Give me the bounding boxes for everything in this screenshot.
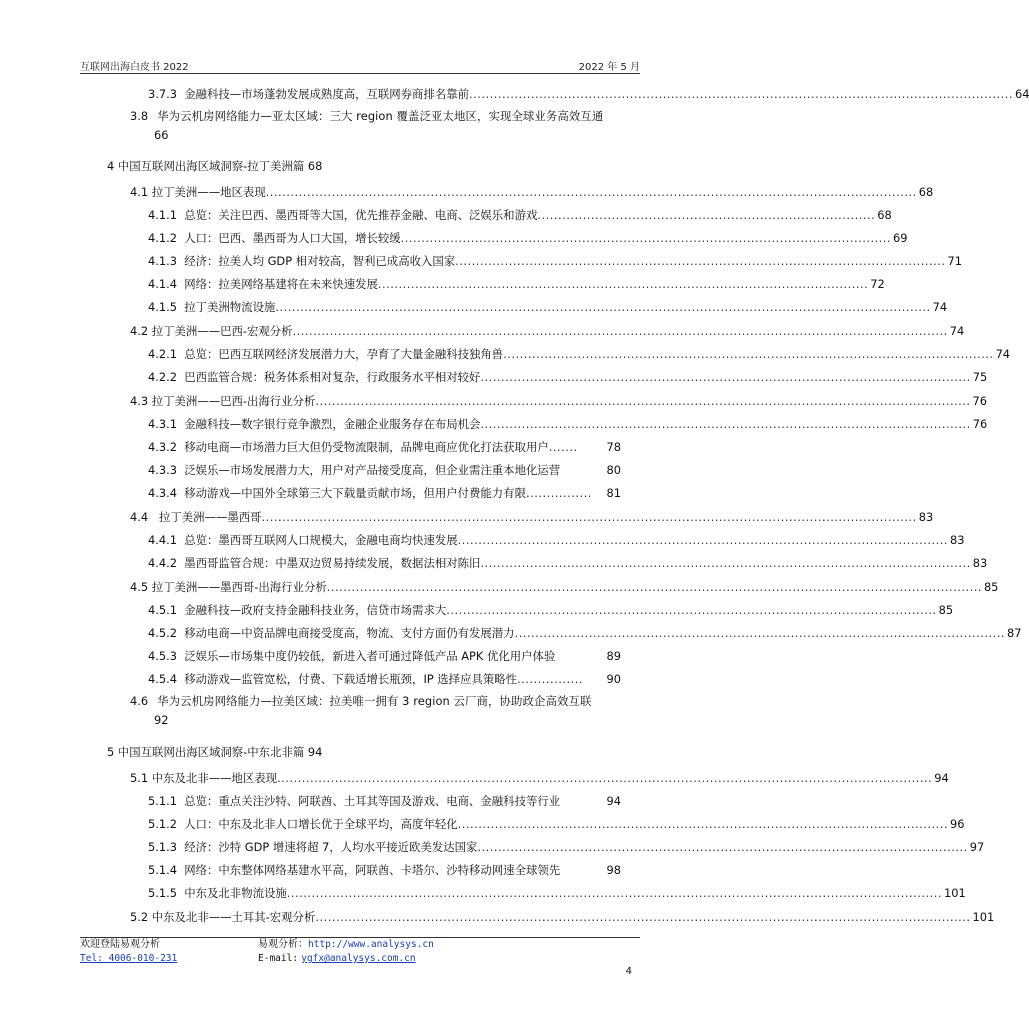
toc-number: 4.1.3 (148, 254, 177, 268)
toc-page: 68 (307, 159, 323, 173)
toc-number: 5.1 (130, 771, 149, 785)
toc-page: 98 (606, 863, 621, 877)
toc-leader: ................ (525, 486, 592, 500)
footer-right (258, 938, 434, 966)
toc-number: 4.3.1 (148, 417, 177, 431)
toc-leader: ............................................................................................................................................................... (286, 886, 942, 900)
toc-title: 总览：关注巴西、墨西哥等大国，优先推荐金融、电商、泛娱乐和游戏 (184, 208, 538, 222)
toc-page: 85 (983, 580, 999, 594)
toc-number: 4.6 (130, 694, 149, 708)
header-divider (80, 73, 640, 74)
toc-number: 4.2.1 (148, 347, 177, 361)
toc-number: 5 (107, 745, 115, 759)
toc-number: 4.5.1 (148, 603, 177, 617)
toc-entry[interactable] (148, 671, 621, 687)
toc-entry[interactable] (130, 909, 995, 925)
toc-number: 4.1.1 (148, 208, 177, 222)
footer-email-label: E-mail: (258, 953, 299, 964)
toc-page: 87 (1006, 626, 1022, 640)
toc-entry[interactable] (148, 885, 966, 901)
toc-title: 中国互联网出海区域洞察-拉丁美洲篇 (117, 159, 305, 173)
toc-title: 华为云机房网络能力—亚太区域：三大 region 覆盖泛亚太地区，实现全球业务高效互通 (157, 109, 604, 123)
toc-leader: ............................................................................................................................................................... (315, 910, 971, 924)
toc-title: 人口：中东及北非人口增长优于全球平均，高度年轻化 (184, 817, 458, 831)
toc-leader: ....................................................................................................................... (455, 254, 946, 268)
toc-leader: ....................................................................................................................... (480, 556, 971, 570)
toc-title: 网络：中东整体网络基建水平高，阿联酋、卡塔尔、沙特移动网速全球领先 (184, 863, 561, 877)
toc-entry[interactable] (148, 369, 988, 385)
toc-number: 4.5.3 (148, 649, 177, 663)
toc-entry[interactable] (148, 276, 885, 292)
footer-site-label: 易观分析： (258, 939, 308, 950)
toc-page: 94 (307, 745, 323, 759)
toc-leader: .................................................................................. (537, 208, 876, 222)
toc-page: 101 (943, 886, 966, 900)
toc-page: 94 (934, 771, 949, 785)
toc-page: 74 (995, 347, 1011, 361)
toc-title: 中国互联网出海区域洞察-中东北非篇 (117, 745, 305, 759)
toc-title: 网络：拉美网络基建将在未来快速发展 (184, 277, 378, 291)
toc-page: 69 (893, 231, 908, 245)
toc-page: 90 (606, 672, 621, 686)
toc-leader: ....................................................................................................................... (400, 231, 892, 245)
toc-entry[interactable] (148, 625, 1022, 641)
toc-number: 4.1.5 (148, 300, 177, 314)
toc-number: 4.2 (130, 324, 149, 338)
toc-chapter[interactable] (107, 158, 322, 174)
toc-entry[interactable] (148, 816, 965, 832)
toc-page: 74 (932, 300, 948, 314)
toc-leader: ....................................................................................................................... (477, 840, 968, 854)
toc-number: 4.3.4 (148, 486, 177, 500)
toc-page: 80 (606, 463, 621, 477)
toc-leader: ....................................................................................................................... (446, 603, 937, 617)
toc-leader: ....................................................................................................................... (503, 347, 994, 361)
toc-number: 5.1.3 (148, 840, 177, 854)
toc-page: 76 (972, 394, 988, 408)
toc-leader: ....................................................................................................................... (480, 370, 971, 384)
toc-page: 101 (972, 910, 995, 924)
toc-entry[interactable] (130, 184, 934, 200)
toc-page: 76 (972, 417, 988, 431)
toc-entry[interactable] (130, 509, 934, 525)
toc-entry[interactable] (130, 692, 630, 730)
toc-entry[interactable] (148, 862, 621, 878)
toc-entry[interactable] (148, 839, 985, 855)
toc-title: 总览：墨西哥互联网人口规模大，金融电商均快速发展 (184, 533, 458, 547)
toc-title: 墨西哥监管合规：中墨双边贸易持续发展，数据法相对陈旧 (184, 556, 481, 570)
toc-title: 金融科技—数字银行竞争激烈，金融企业服务存在布局机会 (184, 417, 481, 431)
toc-entry[interactable] (130, 579, 999, 595)
toc-page: 83 (950, 533, 965, 547)
toc-entry[interactable] (148, 462, 621, 478)
toc-page: 83 (972, 556, 988, 570)
toc-number: 5.2 (130, 910, 149, 924)
toc-title: 拉丁美洲——墨西哥 (159, 510, 262, 524)
toc-title: 经济：拉美人均 GDP 相对较高，智利已成高收入国家 (184, 254, 456, 268)
toc-leader: ............................................................................................................................................................... (315, 394, 971, 408)
footer-phone-link[interactable]: Tel: 4006-010-231 (80, 953, 178, 964)
toc-entry[interactable] (148, 346, 1011, 362)
toc-page: 92 (154, 713, 169, 727)
toc-page: 83 (918, 510, 934, 524)
toc-leader: ....... (548, 440, 578, 454)
toc-entry[interactable] (148, 253, 963, 269)
toc-number: 4.5.2 (148, 626, 177, 640)
toc-title: 拉丁美洲——地区表现 (151, 185, 266, 199)
toc-leader: ............................................................................................................................................................... (326, 580, 982, 594)
toc-entry[interactable] (148, 555, 988, 571)
toc-leader: ....................................................................................................................... (514, 626, 1005, 640)
toc-number: 5.1.2 (148, 817, 177, 831)
toc-title: 泛娱乐—市场发展潜力大，用户对产品接受度高，但企业需注重本地化运营 (184, 463, 561, 477)
toc-title: 拉丁美洲——墨西哥-出海行业分析 (151, 580, 327, 594)
toc-number: 4.4.2 (148, 556, 177, 570)
toc-title: 金融科技—政府支持金融科技业务，信贷市场需求大 (184, 603, 447, 617)
toc-title: 经济：沙特 GDP 增速将超 7，人均水平接近欧美发达国家 (184, 840, 478, 854)
toc-page: 96 (950, 817, 965, 831)
toc-number: 4.4 (130, 510, 149, 524)
toc-number: 3.7.3 (148, 87, 177, 101)
header-date: 2022 年 5 月 (578, 62, 640, 73)
toc-number: 4.5 (130, 580, 149, 594)
toc-number: 4 (107, 159, 115, 173)
toc-page: 94 (606, 794, 621, 808)
toc-entry[interactable] (130, 393, 988, 409)
toc-entry[interactable] (130, 107, 630, 145)
toc-title: 总览：巴西互联网经济发展潜力大，孕育了大量金融科技独角兽 (184, 347, 504, 361)
toc-title: 拉丁美洲——巴西-出海行业分析 (151, 394, 316, 408)
toc-title: 拉丁美洲——巴西-宏观分析 (151, 324, 293, 338)
toc-entry[interactable] (148, 602, 954, 618)
toc-entry[interactable] (130, 323, 965, 339)
toc-entry[interactable] (148, 485, 621, 501)
toc-leader: .................................................................................................................................... (469, 87, 1013, 101)
toc-number: 3.8 (130, 109, 149, 123)
toc-entry[interactable] (148, 230, 908, 246)
toc-number: 5.1.1 (148, 794, 177, 808)
toc-leader: ....................................................................................................................... (480, 417, 971, 431)
toc-title: 移动游戏—中国外全球第三大下载量贡献市场，但用户付费能力有限 (184, 486, 526, 500)
toc-title: 华为云机房网络能力—拉美区域：拉美唯一拥有 3 region 云厂商，协助政企高效互联 (157, 694, 592, 708)
toc-title: 中东及北非物流设施 (184, 886, 287, 900)
toc-page: 66 (154, 128, 169, 142)
toc-number: 4.1 (130, 185, 149, 199)
toc-page: 72 (870, 277, 885, 291)
toc-title: 中东及北非——土耳其-宏观分析 (151, 910, 316, 924)
toc-page: 78 (606, 440, 621, 454)
toc-number: 4.2.2 (148, 370, 177, 384)
toc-leader: ............................................................................................................................................................... (277, 771, 933, 785)
toc-title: 巴西监管合规：税务体系相对复杂，行政服务水平相对较好 (184, 370, 481, 384)
toc-page: 97 (969, 840, 985, 854)
toc-page: 68 (877, 208, 892, 222)
toc-title: 金融科技—市场蓬勃发展成熟度高，互联网券商排名靠前 (184, 87, 470, 101)
toc-page: 75 (972, 370, 988, 384)
toc-number: 4.1.2 (148, 231, 177, 245)
toc-entry[interactable] (148, 299, 948, 315)
header-title: 互联网出海白皮书 2022 (80, 62, 189, 73)
toc-number: 4.5.4 (148, 672, 177, 686)
toc-entry[interactable] (130, 770, 949, 786)
toc-number: 5.1.4 (148, 863, 177, 877)
toc-number: 4.1.4 (148, 277, 177, 291)
toc-leader: ............................................................................................................................................................... (292, 324, 948, 338)
toc-page: 71 (947, 254, 963, 268)
toc-entry[interactable] (148, 207, 892, 223)
page-number: 4 (625, 966, 632, 977)
toc-leader: ............................................................................................................................................................... (275, 300, 931, 314)
toc-title: 总览：重点关注沙特、阿联酋、土耳其等国及游戏、电商、金融科技等行业 (184, 794, 561, 808)
toc-title: 移动游戏—监管宽松，付费、下载适增长瓶颈，IP 选择应具策略性 (184, 672, 518, 686)
footer-welcome: 欢迎登陆易观分析 (80, 939, 160, 950)
toc-number: 4.3 (130, 394, 149, 408)
toc-title: 人口：巴西、墨西哥为人口大国，增长较缓 (184, 231, 401, 245)
toc-entry[interactable] (148, 532, 965, 548)
footer-email-link[interactable]: ygfx@analysys.com.cn (301, 953, 416, 964)
toc-page: 81 (606, 486, 621, 500)
toc-entry[interactable] (148, 416, 988, 432)
toc-number: 4.3.2 (148, 440, 177, 454)
toc-number: 4.4.1 (148, 533, 177, 547)
toc-page: 89 (606, 649, 621, 663)
toc-leader: ................ (517, 672, 583, 686)
toc-title: 移动电商—中资品牌电商接受度高，物流、支付方面仍有发展潜力 (184, 626, 515, 640)
toc-entry[interactable] (148, 439, 621, 455)
toc-title: 中东及北非——地区表现 (151, 771, 278, 785)
toc-title: 移动电商—市场潜力巨大但仍受物流限制，品牌电商应优化打法获取用户 (184, 440, 549, 454)
toc-page: 64 (1014, 87, 1029, 101)
toc-page: 85 (938, 603, 954, 617)
toc-title: 拉丁美洲物流设施 (184, 300, 276, 314)
toc-leader: ....................................................................................................................... (457, 817, 948, 831)
toc-leader: ....................................................................................................................... (377, 277, 869, 291)
toc-leader: ....................................................................................................................... (457, 533, 948, 547)
toc-number: 4.3.3 (148, 463, 177, 477)
toc-leader: .............................................................................................................................................................. (265, 185, 917, 199)
toc-chapter[interactable] (107, 744, 322, 760)
toc-entry[interactable] (148, 648, 621, 664)
toc-entry[interactable] (148, 86, 1029, 102)
toc-page: 68 (918, 185, 934, 199)
toc-title: 泛娱乐—市场集中度仍较低，新进入者可通过降低产品 APK 优化用户体验 (184, 649, 556, 663)
toc-entry[interactable] (148, 793, 621, 809)
footer-left (80, 938, 177, 966)
toc-page: 74 (949, 324, 965, 338)
toc-number: 5.1.5 (148, 886, 177, 900)
footer-site-link[interactable]: http://www.analysys.cn (308, 939, 434, 950)
toc-leader: ............................................................................................................................................................... (261, 510, 917, 524)
